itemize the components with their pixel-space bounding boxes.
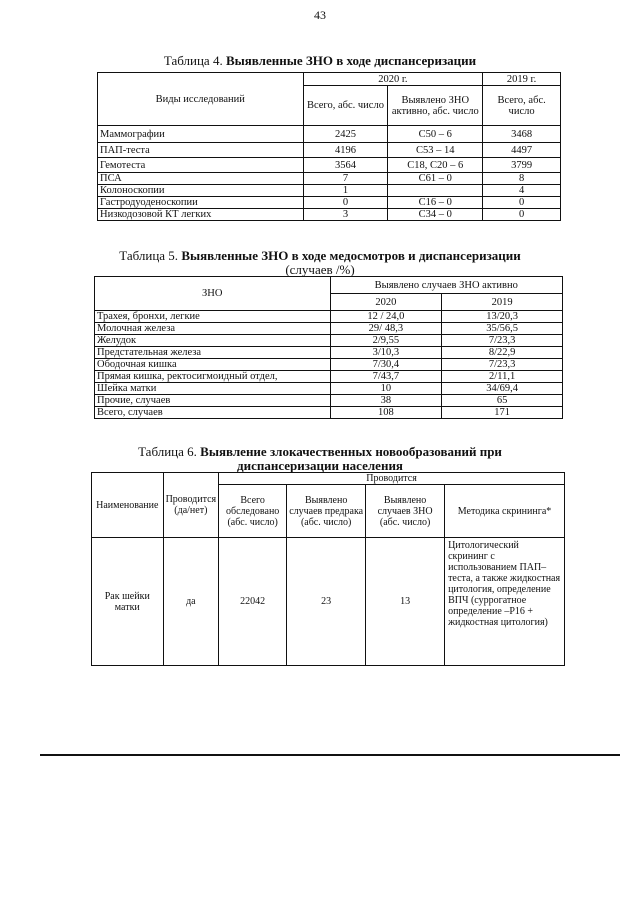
- table4-cell-name: Маммографии: [98, 126, 304, 143]
- table4-cell-code: С50 – 6: [388, 126, 483, 143]
- table4-cell-total: 3: [303, 209, 388, 221]
- table4-cell-total: 0: [303, 197, 388, 209]
- table4-header-detected-2020: Выявлено ЗНО активно, абс. число: [388, 86, 483, 126]
- table-row: [95, 311, 563, 323]
- table4-cell-total: 1: [303, 185, 388, 197]
- table5-cell-2019: 7/23,3: [442, 335, 563, 347]
- table6-header-name: Наименование: [92, 473, 164, 538]
- table6-cell-precancer: 23: [287, 538, 366, 666]
- table4-cell-name: Колоноскопии: [98, 185, 304, 197]
- table-row: [98, 143, 561, 158]
- table5-caption-prefix: Таблица 5.: [119, 248, 179, 263]
- bottom-rule: [40, 754, 620, 756]
- table4-cell-name: Низкодозовой КТ легких: [98, 209, 304, 221]
- table-row: [95, 371, 563, 383]
- table-row: [98, 158, 561, 173]
- table-row: [95, 383, 563, 395]
- table4-cell-total: 3564: [303, 158, 388, 173]
- table4-cell-name: Гемотеста: [98, 158, 304, 173]
- table4-cell-name: ПАП-теста: [98, 143, 304, 158]
- table5-cell-name: Всего, случаев: [95, 407, 331, 419]
- table-row: [98, 185, 561, 197]
- table4-cell-2019: 0: [483, 209, 561, 221]
- table5-cell-2019: 34/69,4: [442, 383, 563, 395]
- table4-cell-total: 7: [303, 173, 388, 185]
- table5-cell-2019: 65: [442, 395, 563, 407]
- table6-header-conducted: Проводится (да/нет): [163, 473, 219, 538]
- table6-caption-title-2: диспансеризации населения: [237, 458, 403, 473]
- table6-caption-title-1: Выявление злокачественных новообразований при: [200, 444, 502, 459]
- table4-caption: [0, 53, 640, 68]
- table6: [91, 472, 565, 666]
- table5-cell-name: Ободочная кишка: [95, 359, 331, 371]
- table4-cell-code: С61 – 0: [388, 173, 483, 185]
- table5-cell-2020: 10: [330, 383, 442, 395]
- table5-cell-2019: 13/20,3: [442, 311, 563, 323]
- table5-cell-name: Желудок: [95, 335, 331, 347]
- table6-header-zno: Выявлено случаев ЗНО (абс. число): [366, 485, 445, 538]
- table5-caption-sub: (случаев /%): [285, 262, 355, 277]
- table4-header-2019: 2019 г.: [483, 73, 561, 86]
- table-row: [98, 197, 561, 209]
- table5-caption-title: Выявленные ЗНО в ходе медосмотров и диспансеризации: [181, 248, 521, 263]
- table4-cell-name: ПСА: [98, 173, 304, 185]
- table4-cell-code: [388, 185, 483, 197]
- table-row: [95, 395, 563, 407]
- table4-header-total-2020: Всего, абс. число: [303, 86, 388, 126]
- table-row: [95, 335, 563, 347]
- table5-cell-name: Молочная железа: [95, 323, 331, 335]
- table6-cell-name: Рак шейки матки: [92, 538, 164, 666]
- table5-cell-2019: 171: [442, 407, 563, 419]
- table5-cell-name: Предстательная железа: [95, 347, 331, 359]
- table6-header-method: Методика скрининга*: [445, 485, 565, 538]
- table-row: [95, 359, 563, 371]
- table-row: [98, 126, 561, 143]
- table4-cell-2019: 3468: [483, 126, 561, 143]
- table5-caption: [0, 248, 640, 263]
- table5-header-detected: Выявлено случаев ЗНО активно: [330, 277, 562, 294]
- table5-header-zno: ЗНО: [95, 277, 331, 311]
- table5-cell-2020: 3/10,3: [330, 347, 442, 359]
- table5-cell-2020: 29/ 48,3: [330, 323, 442, 335]
- table5: [94, 276, 563, 419]
- table4-cell-code: С16 – 0: [388, 197, 483, 209]
- table4-cell-2019: 4497: [483, 143, 561, 158]
- table-row: [98, 209, 561, 221]
- table4-cell-2019: 4: [483, 185, 561, 197]
- table4-header-types: Виды исследований: [98, 73, 304, 126]
- table5-cell-2020: 7/30,4: [330, 359, 442, 371]
- table-row: [95, 347, 563, 359]
- table5-cell-2020: 2/9,55: [330, 335, 442, 347]
- table6-header-examined: Всего обследовано (абс. число): [219, 485, 287, 538]
- table4-cell-code: С18, С20 – 6: [388, 158, 483, 173]
- table4-cell-total: 4196: [303, 143, 388, 158]
- table4-caption-title: Выявленные ЗНО в ходе диспансеризации: [225, 53, 477, 68]
- table6-cell-conducted: да: [163, 538, 219, 666]
- table-row: [98, 173, 561, 185]
- table4-cell-code: С34 – 0: [388, 209, 483, 221]
- table4-cell-name: Гастродуоденоскопии: [98, 197, 304, 209]
- table4-cell-2019: 0: [483, 197, 561, 209]
- table5-header-2019: 2019: [442, 294, 563, 311]
- table5-cell-2019: 2/11,1: [442, 371, 563, 383]
- table6-cell-method: Цитологический скрининг с использованием ПАП–теста, а также жидкостная цитология, определение ВПЧ (суррогатное определение –Р16 + жидкостная цитология): [445, 538, 565, 666]
- table6-cell-zno: 13: [366, 538, 445, 666]
- table4: [97, 72, 561, 221]
- table4-cell-code: С53 – 14: [388, 143, 483, 158]
- table-row: [95, 407, 563, 419]
- table4-header-2020: 2020 г.: [303, 73, 483, 86]
- table5-cell-name: Прочие, случаев: [95, 395, 331, 407]
- table4-cell-2019: 3799: [483, 158, 561, 173]
- table-row: [92, 538, 565, 666]
- table5-cell-2020: 12 / 24,0: [330, 311, 442, 323]
- table5-cell-2019: 8/22,9: [442, 347, 563, 359]
- table5-cell-2020: 108: [330, 407, 442, 419]
- table5-cell-2020: 7/43,7: [330, 371, 442, 383]
- table6-cell-examined: 22042: [219, 538, 287, 666]
- table4-cell-total: 2425: [303, 126, 388, 143]
- table6-header-precancer: Выявлено случаев предрака (абс. число): [287, 485, 366, 538]
- table6-caption: [0, 444, 640, 459]
- table-row: [95, 323, 563, 335]
- table5-cell-name: Шейка матки: [95, 383, 331, 395]
- table5-cell-2019: 7/23,3: [442, 359, 563, 371]
- table6-caption-prefix: Таблица 6.: [138, 444, 197, 459]
- table5-header-2020: 2020: [330, 294, 442, 311]
- table4-caption-prefix: Таблица 4.: [163, 53, 223, 68]
- table5-cell-name: Трахея, бронхи, легкие: [95, 311, 331, 323]
- table5-cell-2019: 35/56,5: [442, 323, 563, 335]
- table5-cell-2020: 38: [330, 395, 442, 407]
- table5-cell-name: Прямая кишка, ректосигмоидный отдел,: [95, 371, 331, 383]
- table4-cell-2019: 8: [483, 173, 561, 185]
- page-number: 43: [314, 8, 326, 22]
- table4-header-total-2019: Всего, абс. число: [483, 86, 561, 126]
- table6-header-is-conducted: Проводится: [219, 473, 565, 485]
